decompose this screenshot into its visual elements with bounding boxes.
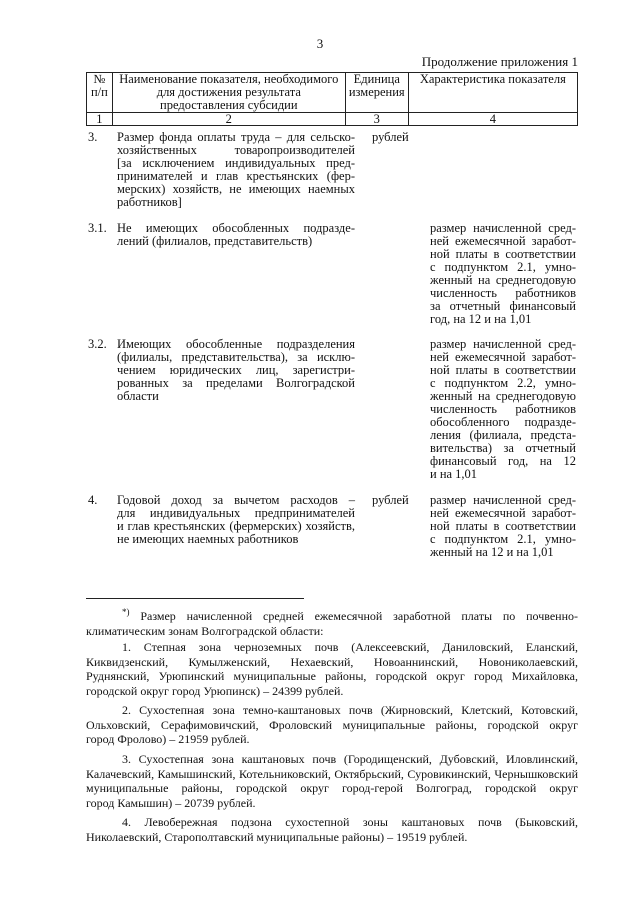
row-number: 3.2. xyxy=(88,337,107,351)
row-indicator-name: Имеющих обособленные подразделения (филиалы, представительства), за исклю- чением юридических лиц, зарегистри- рованных за пределами Волгоградской области xyxy=(117,337,355,403)
header-indicator-name: Наименование показателя, необходимого для достижения результата предоставления субсидии xyxy=(112,73,345,113)
header-characteristic: Характеристика показателя xyxy=(408,73,577,113)
column-number-2: 2 xyxy=(112,113,345,126)
column-number-3: 3 xyxy=(345,113,408,126)
row-number: 3. xyxy=(88,130,98,144)
header-unit: Единица измерения xyxy=(345,73,408,113)
row-characteristic: размер начисленной сред- ней ежемесячной заработ- ной платы в соответствии с подпунктом 2.1, умно- женный на 12 и на 1,01 xyxy=(430,493,576,559)
column-number-4: 4 xyxy=(408,113,577,126)
page-number: 3 xyxy=(316,36,324,51)
row-indicator-name: Не имеющих обособленных подразде- лений (филиалов, представительств) xyxy=(117,221,355,248)
footnote-marker: *) xyxy=(122,607,130,617)
footnote-item: 1. Степная зона черноземных почв (Алексеевский, Даниловский, Еланский, Киквидзенский, Кумылженский, Нехаевский, Новоаннинский, Новониколаевский, Руднянский, Урюпинский муниципальные районы, городской округ город Михайловка, городской округ город Урюпинск) – 24399 рублей. xyxy=(86,640,578,698)
row-unit: рублей xyxy=(372,130,409,144)
row-indicator-name: Размер фонда оплаты труда – для сельско- хозяйственных товаропроизводителей [за исключением индивидуальных пред- принимателей и глав крестьянских (фер- мерских) хозяйств, не имеющих наемных работников] xyxy=(117,130,355,209)
row-indicator-name: Годовой доход за вычетом расходов – для индивидуальных предпринимателей и глав крестьянских (фермерских) хозяйств, не имеющих наемных работников xyxy=(117,493,355,546)
continuation-label: Продолжение приложения 1 xyxy=(421,54,578,69)
row-number: 3.1. xyxy=(88,221,107,235)
footnote-item: 3. Сухостепная зона каштановых почв (Городищенский, Дубовский, Иловлинский, Калачевский, Камышинский, Котельниковский, Октябрьский, Суровикинский, Чернышковский муниципальные районы, городской округ город-герой Волгоград, городской округ город Камышин) – 20739 рублей. xyxy=(86,752,578,810)
table-header xyxy=(86,72,578,126)
row-unit: рублей xyxy=(372,493,409,507)
row-number: 4. xyxy=(88,493,98,507)
footnote-divider xyxy=(86,598,304,599)
footnote-item: 4. Левобережная подзона сухостепной зоны каштановых почв (Быковский, Николаевский, Старополтавский муниципальные районы) – 19519 рублей. xyxy=(86,815,578,844)
footnote-item: 2. Сухостепная зона темно-каштановых почв (Жирновский, Клетский, Котовский, Ольховский, Серафимовичский, Фроловский муниципальные районы, городской округ город Фролово) – 21959 рублей. xyxy=(86,703,578,746)
column-number-1: 1 xyxy=(87,113,113,126)
footnote-intro: *) Размер начисленной средней ежемесячной заработной платы по почвенно- климатическим зонам Волгоградской области: xyxy=(86,607,579,638)
header-number: № п/п xyxy=(87,73,113,113)
row-characteristic: размер начисленной сред- ней ежемесячной заработ- ной платы в соответствии с подпунктом 2.2, умно- женный на среднегодовую численность работников обособленного подразде- ления (филиала, предста- вительства) за отчетный финансовый год, на 12 и на 1,01 xyxy=(430,337,576,481)
row-characteristic: размер начисленной сред- ней ежемесячной заработ- ной платы в соответствии с подпунктом 2.1, умно- женный на среднегодовую численность работников за отчетный финансовый год, на 12 и на 1,01 xyxy=(430,221,576,326)
